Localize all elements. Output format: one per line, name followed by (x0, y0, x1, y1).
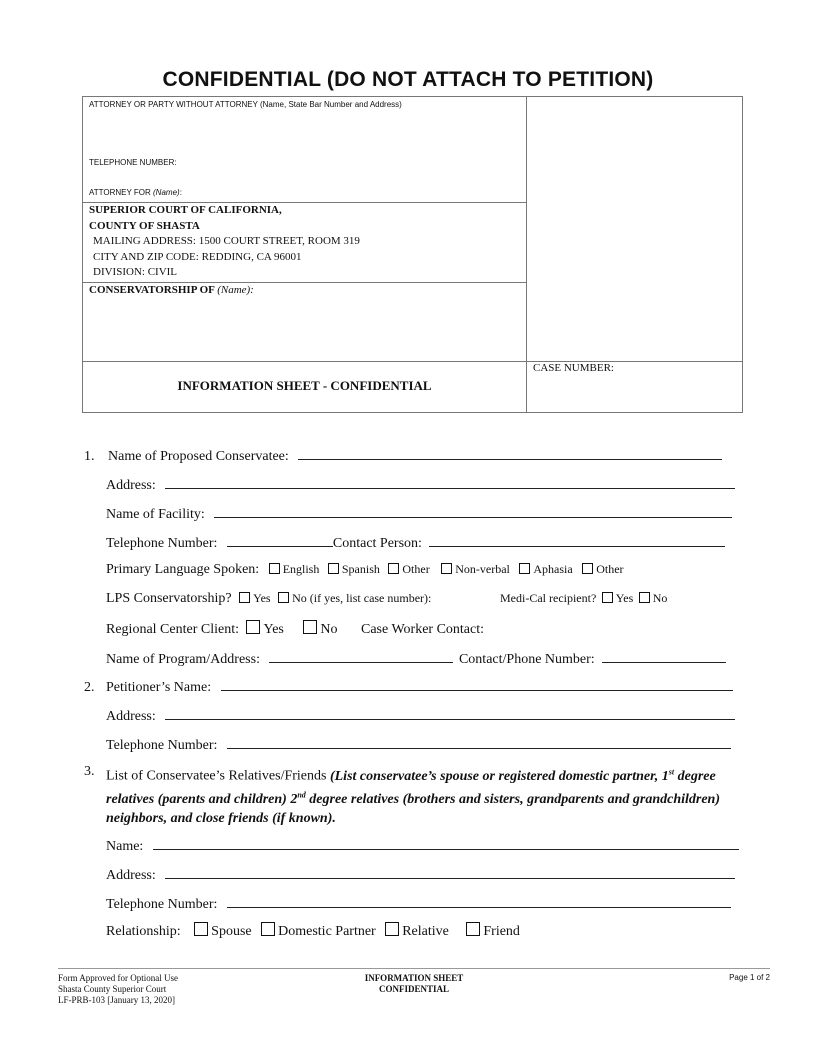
program-row (106, 649, 726, 668)
relationship-relative-checkbox[interactable] (385, 922, 399, 936)
footer-form-id: LF-PRB-103 [January 13, 2020] (58, 995, 175, 1005)
relative-phone-row (106, 894, 731, 913)
language-other2-checkbox[interactable] (582, 563, 593, 574)
mailing-address: MAILING ADDRESS: 1500 COURT STREET, ROOM 319 (93, 235, 360, 247)
attorney-for-prefix: ATTORNEY FOR (89, 188, 154, 197)
relationship-domestic-partner-label: Domestic Partner (278, 924, 376, 939)
relationship-friend-label: Friend (483, 924, 520, 939)
attorney-for-name: (Name) (153, 188, 180, 197)
relative-address-label: Address: (106, 868, 156, 883)
language-spanish-checkbox[interactable] (328, 563, 339, 574)
petitioner-name-label: Petitioner’s Name: (106, 680, 212, 695)
relationship-row (106, 922, 520, 940)
relatives-instr-b: degree relatives (parents and children) 2 (106, 768, 716, 808)
medi-cal-no-label: No (652, 591, 668, 605)
language-other2-label: Other (596, 562, 624, 576)
relative-name-label: Name: (106, 839, 144, 854)
lps-no-label: No (if yes, list case number): (292, 591, 432, 605)
petitioner-telephone-field[interactable] (227, 735, 731, 749)
language-spanish-label: Spanish (341, 562, 380, 576)
sheet-title: INFORMATION SHEET - CONFIDENTIAL (177, 378, 432, 393)
regional-no-checkbox[interactable] (303, 620, 317, 634)
medi-cal-yes-label: Yes (615, 591, 634, 605)
regional-center-label: Regional Center Client: (106, 622, 239, 637)
medi-cal-yes-checkbox[interactable] (602, 592, 613, 603)
petitioner-address-field[interactable] (165, 706, 735, 720)
city-zip: CITY AND ZIP CODE: REDDING, CA 96001 (93, 250, 302, 263)
contact-person-field[interactable] (429, 533, 725, 547)
regional-no-label: No (320, 622, 338, 637)
conservatee-name-field[interactable] (298, 446, 722, 460)
contact-person-label: Contact Person: (332, 536, 422, 551)
relatives-instr-a: (List conservatee’s spouse or registered domestic partner, 1 (329, 768, 669, 784)
petitioner-address-label: Address: (106, 709, 156, 724)
attorney-box (82, 96, 527, 203)
language-nonverbal-label: Non-verbal (455, 562, 510, 576)
language-nonverbal-checkbox[interactable] (441, 563, 452, 574)
contact-phone-field[interactable] (602, 649, 726, 663)
relative-name-row (106, 836, 739, 855)
language-other-label: Other (402, 562, 430, 576)
language-other-checkbox[interactable] (388, 563, 399, 574)
relative-address-field[interactable] (165, 865, 735, 879)
court-info (89, 203, 360, 281)
relative-telephone-label: Telephone Number: (106, 897, 218, 912)
conservatee-address-field[interactable] (165, 475, 735, 489)
court-line2: COUNTY OF SHASTA (89, 219, 200, 232)
conservatorship-name-hint: (Name): (217, 284, 254, 296)
facility-field[interactable] (214, 504, 732, 518)
attorney-for-suffix: : (179, 188, 182, 197)
relatives-heading: List of Conservatee’s Relatives/Friends (106, 768, 330, 784)
attorney-for-label (89, 188, 182, 197)
facility-telephone-field[interactable] (227, 533, 333, 547)
footer-left (58, 973, 178, 1006)
footer-rule (58, 968, 770, 969)
relative-address-row (106, 865, 735, 884)
petitioner-address-row (106, 706, 735, 725)
language-label: Primary Language Spoken: (106, 562, 260, 577)
relative-telephone-field[interactable] (227, 894, 731, 908)
facility-row (106, 504, 732, 523)
lps-row (106, 591, 431, 607)
proposed-conservatee-row (84, 446, 722, 465)
medi-cal-label: Medi-Cal recipient? (500, 591, 597, 605)
relatives-sup-2: nd (297, 790, 306, 800)
language-aphasia-label: Aphasia (533, 562, 573, 576)
lps-yes-checkbox[interactable] (239, 592, 250, 603)
footer-court: Shasta County Superior Court (58, 984, 167, 994)
section2-number: 2. (84, 680, 95, 695)
petitioner-telephone-label: Telephone Number: (106, 738, 218, 753)
relative-name-field[interactable] (153, 836, 739, 850)
facility-phone-row (106, 533, 725, 552)
petitioner-name-field[interactable] (221, 677, 733, 691)
case-worker-label: Case Worker Contact: (360, 622, 485, 637)
regional-center-row (106, 620, 484, 638)
contact-phone-label: Contact/Phone Number: (458, 652, 595, 667)
medi-cal-no-checkbox[interactable] (639, 592, 650, 603)
case-number-label: CASE NUMBER: (533, 362, 614, 374)
language-row (106, 562, 624, 578)
petitioner-name-row (84, 677, 733, 696)
footer-sheet-title: INFORMATION SHEET (364, 973, 464, 983)
relationship-friend-checkbox[interactable] (466, 922, 480, 936)
section3-heading (84, 762, 754, 827)
footer-center (334, 973, 494, 995)
section3-number: 3. (84, 764, 95, 779)
footer-form-approved: Form Approved for Optional Use (58, 973, 178, 983)
language-english-checkbox[interactable] (269, 563, 280, 574)
relationship-label: Relationship: (106, 924, 181, 939)
facility-telephone-label: Telephone Number: (106, 536, 218, 551)
facility-label: Name of Facility: (106, 507, 205, 522)
relationship-domestic-partner-checkbox[interactable] (261, 922, 275, 936)
relatives-instr-c: degree relatives (brothers and sisters, grandparents and grandchildren) neighbors, and close friends (if known). (106, 792, 720, 827)
regional-yes-checkbox[interactable] (246, 620, 260, 634)
division: DIVISION: CIVIL (93, 266, 178, 278)
relationship-spouse-checkbox[interactable] (194, 922, 208, 936)
lps-no-checkbox[interactable] (278, 592, 289, 603)
petitioner-phone-row (106, 735, 731, 754)
conservatee-address-row (106, 475, 735, 494)
court-line1: SUPERIOR COURT OF CALIFORNIA, (89, 204, 282, 216)
conservatee-name-label: Name of Proposed Conservatee: (108, 449, 289, 464)
relationship-spouse-label: Spouse (211, 924, 252, 939)
lps-label: LPS Conservatorship? (106, 591, 232, 606)
regional-yes-label: Yes (263, 622, 284, 637)
program-label: Name of Program/Address: (106, 652, 260, 667)
telephone-label: TELEPHONE NUMBER: (89, 158, 177, 167)
page-number: Page 1 of 2 (729, 973, 770, 982)
lps-yes-label: Yes (253, 591, 271, 605)
medical-row (500, 591, 667, 607)
page-title: CONFIDENTIAL (DO NOT ATTACH TO PETITION) (162, 68, 654, 91)
conservatee-address-label: Address: (106, 478, 156, 493)
footer-confidential: CONFIDENTIAL (378, 984, 449, 994)
attorney-label: ATTORNEY OR PARTY WITHOUT ATTORNEY (Name, State Bar Number and Address) (89, 100, 402, 109)
language-english-label: English (282, 562, 320, 576)
section1-number: 1. (84, 449, 95, 464)
clerk-stamp-box[interactable] (526, 96, 743, 362)
conservatorship-label (89, 283, 254, 299)
language-aphasia-checkbox[interactable] (519, 563, 530, 574)
relationship-relative-label: Relative (402, 924, 449, 939)
conservatorship-label-text: CONSERVATORSHIP OF (89, 284, 218, 296)
relatives-sup-1: st (668, 767, 675, 776)
program-field[interactable] (269, 649, 453, 663)
